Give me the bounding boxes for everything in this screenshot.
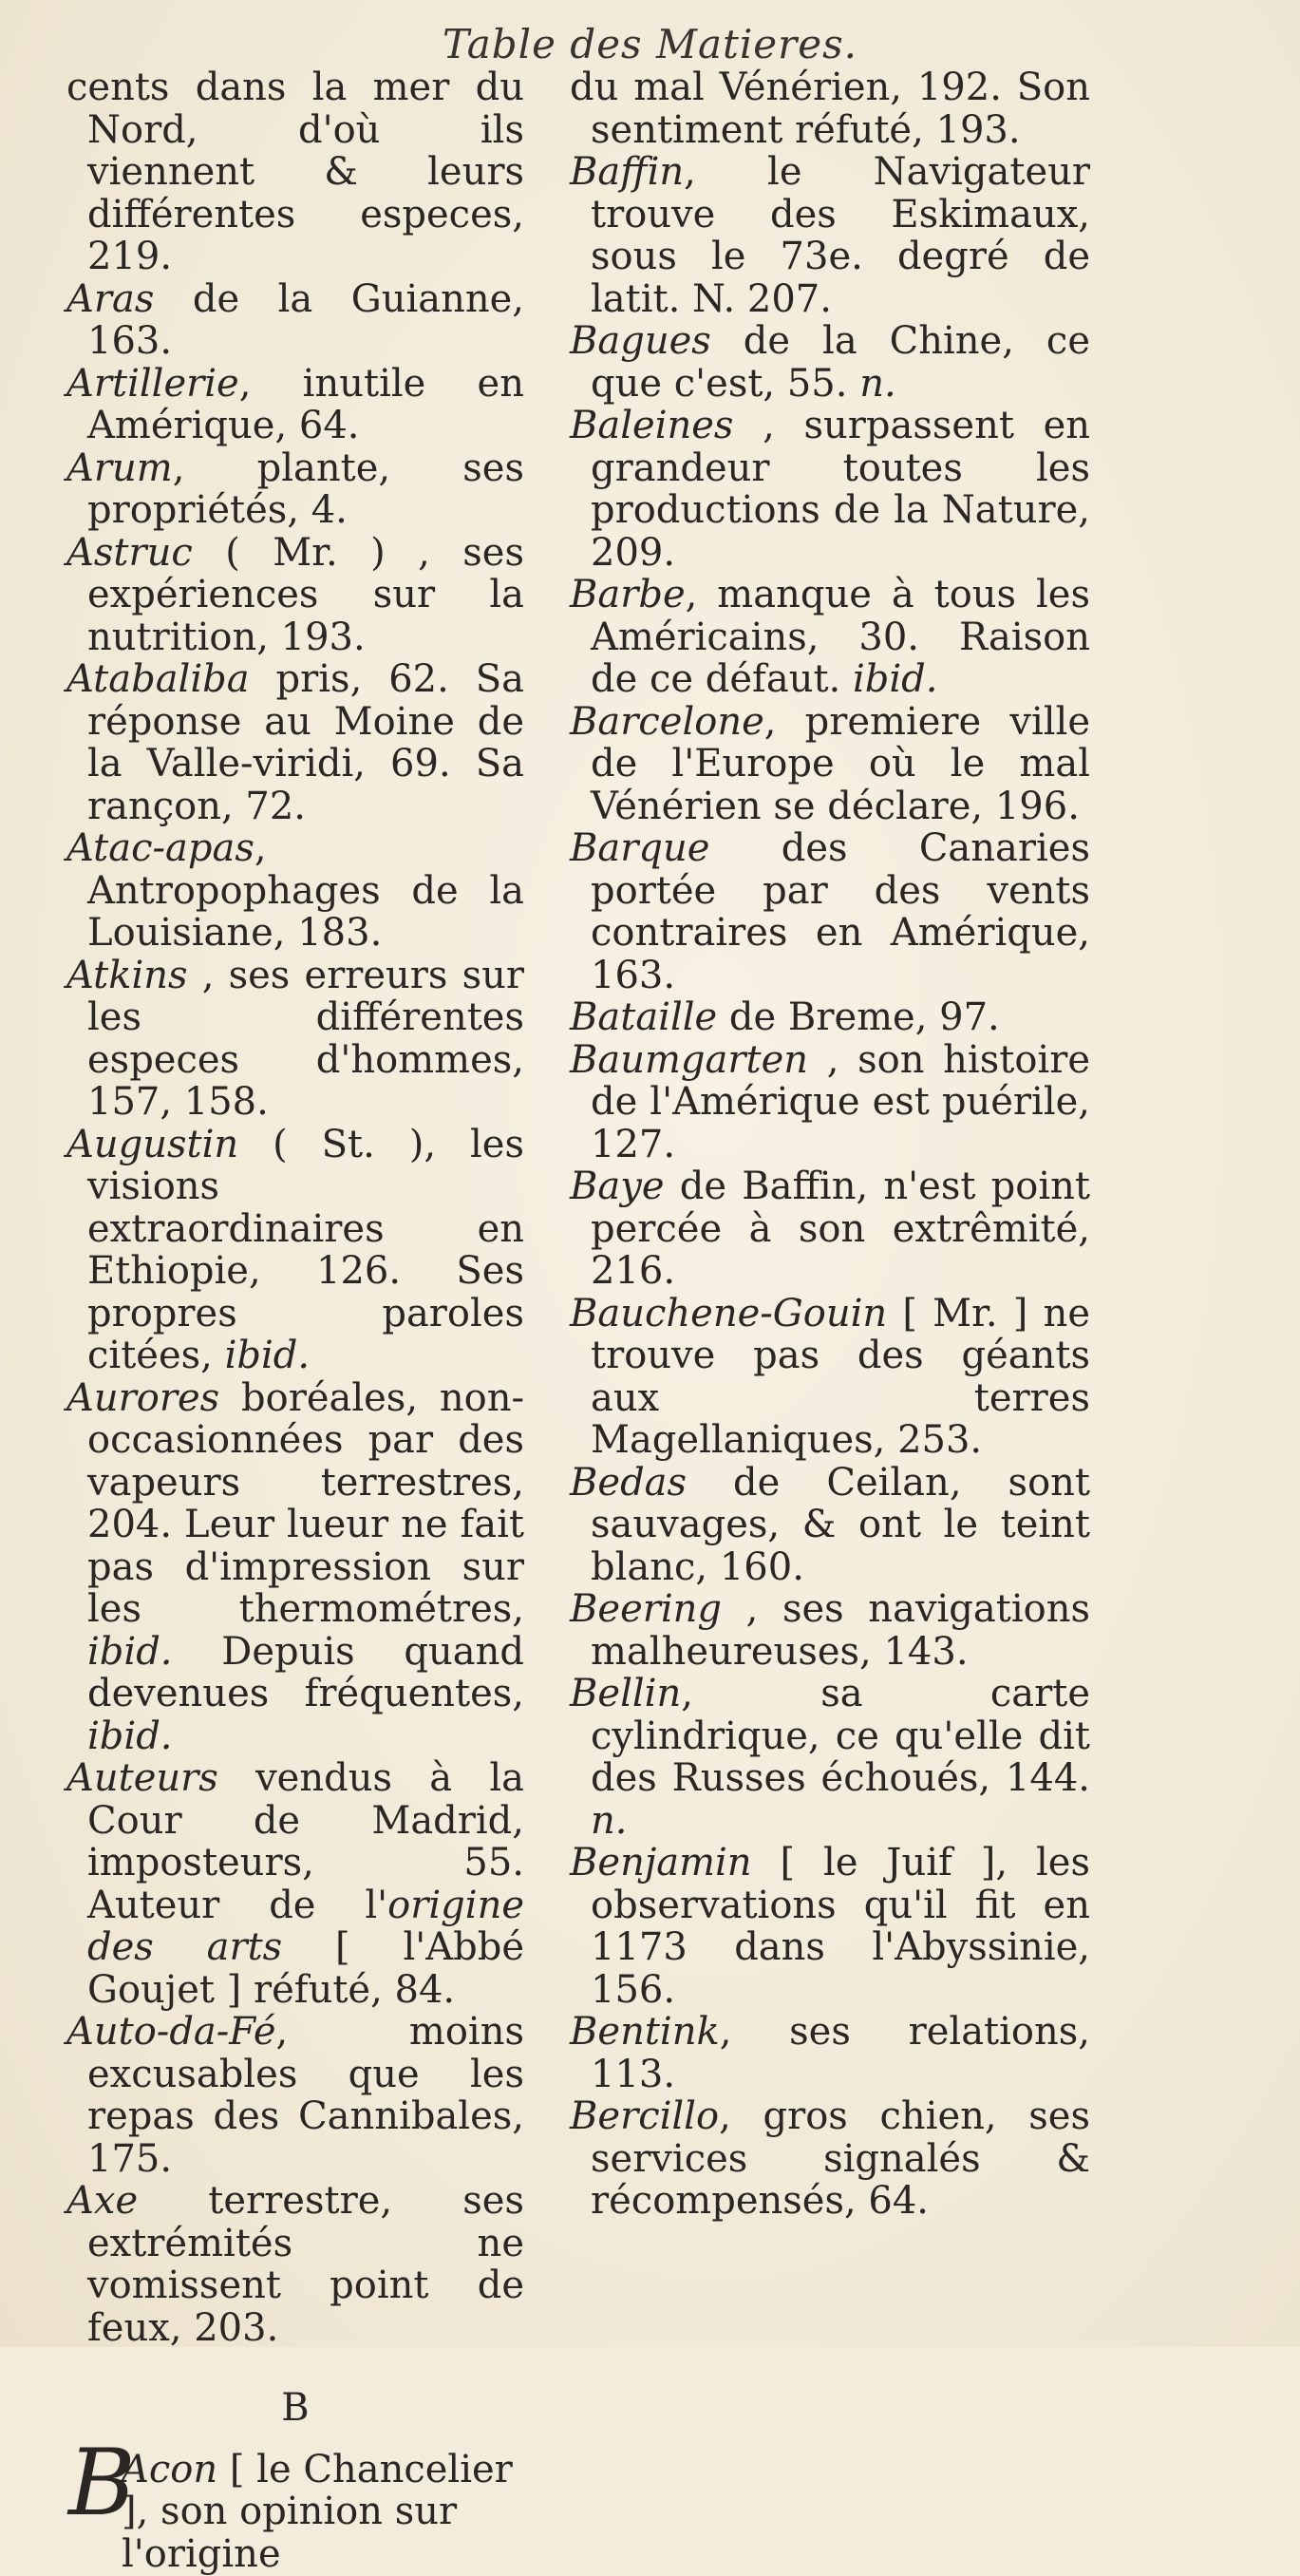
index-entry xyxy=(570,151,1090,320)
entry-headword: Aras xyxy=(66,276,155,321)
entry-headword: Barque xyxy=(570,826,710,870)
index-entry xyxy=(570,701,1090,828)
entry-text: , son histoire de l'Amérique est puérile, 127. xyxy=(591,1037,1090,1166)
entry-headword: Baye xyxy=(570,1165,665,1208)
entry-text: [ le Chancelier ], son opinion sur l'origine xyxy=(122,2447,513,2576)
entry-headword: Barbe xyxy=(570,573,686,616)
drop-cap: B xyxy=(68,2429,136,2536)
index-entry xyxy=(66,2180,524,2349)
entry-headword: Bauchene-Gouin xyxy=(570,1291,888,1335)
entry-headword: Baffin xyxy=(570,150,685,194)
entry-text: de Breme, 97. xyxy=(717,995,1000,1039)
index-entry xyxy=(570,66,1090,151)
entry-headword: Acon xyxy=(122,2447,218,2491)
entry-italic-title: origine des arts xyxy=(87,1883,524,1969)
entry-headword: Barcelone xyxy=(570,699,764,744)
index-entry xyxy=(66,827,524,955)
entry-text: ( St. ), les visions extraordinaires en Ethiopie, 126. Ses propres paroles citées, xyxy=(87,1122,524,1377)
left-column xyxy=(66,66,524,2575)
entry-headword: Arum xyxy=(66,445,173,490)
index-entry xyxy=(570,1842,1090,2011)
entry-headword: Benjamin xyxy=(570,1841,752,1885)
index-entry xyxy=(66,1377,524,1758)
entry-headword: Baleines xyxy=(570,404,734,447)
index-entry xyxy=(66,1757,524,2011)
entry-text-cont: Depuis quand devenues fréquentes, xyxy=(87,1629,524,1715)
index-entry xyxy=(570,1462,1090,1589)
entry-headword: Aurores xyxy=(66,1375,220,1420)
entry-text: [ le Juif ], les observations qu'il fit en 1173 dans l'Abyssinie, 156. xyxy=(591,1841,1090,2012)
entry-text: [ Mr. ] ne trouve pas des géants aux terres Magellaniques, 253. xyxy=(591,1291,1090,1462)
index-entry xyxy=(570,2011,1090,2095)
entry-text: vendus à la Cour de Madrid, imposteurs, 55. Auteur de l' xyxy=(87,1756,524,1927)
entry-text: , moins excusables que les repas des Cannibales, 175. xyxy=(87,2010,524,2181)
index-entry xyxy=(66,66,524,278)
entry-text-cont: [ l'Abbé Goujet ] réfuté, 84. xyxy=(87,1925,525,2012)
entry-text: de Baffin, n'est point percée à son extrêmité, 216. xyxy=(591,1165,1090,1293)
entry-headword: Atabaliba xyxy=(66,657,250,701)
entry-italic-ref: n. xyxy=(859,361,896,406)
index-entry xyxy=(570,574,1090,701)
index-entry xyxy=(570,996,1090,1039)
index-entry xyxy=(570,827,1090,996)
entry-text: du mal Vénérien, 192. Son sentiment réfuté, 193. xyxy=(570,66,1090,152)
entry-text: , Antropophages de la Louisiane, 183. xyxy=(87,826,524,955)
entry-headword: Auto-da-Fé xyxy=(66,2010,276,2054)
entry-headword: Beering xyxy=(570,1587,723,1631)
entry-text: , surpassent en grandeur toutes les productions de la Nature, 209. xyxy=(591,404,1090,575)
entry-text: , ses erreurs sur les différentes especes d'hommes, 157, 158. xyxy=(87,953,524,1124)
entry-italic-ref: ibid. xyxy=(87,1629,173,1674)
entry-headword: Bentink xyxy=(570,2010,720,2054)
entry-text: de la Guianne, 163. xyxy=(87,276,524,363)
entry-text: cents dans la mer du Nord, d'où ils viennent & leurs différentes especes, 219. xyxy=(66,66,524,278)
index-entry xyxy=(570,2095,1090,2223)
index-entry xyxy=(66,658,524,827)
index-entry xyxy=(570,1165,1090,1293)
index-entry xyxy=(570,1588,1090,1673)
section-letter: B xyxy=(281,2386,310,2430)
entry-text: , sa carte cylindrique, ce qu'elle dit des Russes échoués, 144. xyxy=(591,1672,1090,1800)
index-entry xyxy=(66,363,524,447)
entry-text: de Ceilan, sont sauvages, & ont le teint blanc, 160. xyxy=(591,1460,1090,1589)
entry-italic-ref: ibid. xyxy=(87,1714,173,1758)
entry-text: , gros chien, ses services signalés & récompensés, 64. xyxy=(591,2094,1090,2223)
running-header xyxy=(0,21,1300,67)
entry-italic-ref: n. xyxy=(591,1798,628,1843)
entry-headword: Bellin xyxy=(570,1672,682,1715)
entry-headword: Bataille xyxy=(570,995,718,1039)
index-entry xyxy=(66,532,524,659)
index-entry-dropcap xyxy=(66,2429,524,2576)
entry-text: , ses navigations malheureuses, 143. xyxy=(591,1587,1090,1674)
index-entry xyxy=(66,447,524,532)
entry-headword: Artillerie xyxy=(66,361,239,406)
entry-text: terrestre, ses extrémités ne vomissent point de feux, 203. xyxy=(87,2179,524,2350)
entry-headword: Auteurs xyxy=(66,1756,218,1800)
entry-text: des Canaries portée par des vents contraires en Amérique, 163. xyxy=(591,826,1090,997)
entry-text: , premiere ville de l'Europe où le mal Vénérien se déclare, 196. xyxy=(591,699,1090,828)
entry-headword: Bedas xyxy=(570,1460,688,1505)
entry-text: ( Mr. ) , ses expériences sur la nutrition, 193. xyxy=(87,530,524,659)
index-entry xyxy=(570,1039,1090,1166)
header-title: Table des Matieres. xyxy=(442,21,857,67)
index-entry xyxy=(570,405,1090,574)
entry-headword: Astruc xyxy=(66,530,193,575)
index-entry xyxy=(66,1124,524,1377)
entry-headword: Bercillo xyxy=(570,2094,720,2138)
entry-text: , inutile en Amérique, 64. xyxy=(87,361,524,447)
entry-italic-ref: ibid. xyxy=(852,657,938,701)
entry-text: , ses relations, 113. xyxy=(591,2010,1090,2096)
right-column xyxy=(570,66,1090,2223)
entry-text: de la Chine, ce que c'est, 55. xyxy=(591,319,1090,406)
index-entry xyxy=(66,2011,524,2180)
entry-headword: Bagues xyxy=(570,319,711,363)
entry-text: , plante, ses propriétés, 4. xyxy=(87,445,524,532)
entry-headword: Atkins xyxy=(66,953,188,997)
entry-text: , le Navigateur trouve des Eskimaux, sous le 73e. degré de latit. N. 207. xyxy=(591,150,1090,321)
entry-headword: Baumgarten xyxy=(570,1037,809,1082)
index-entry xyxy=(66,278,524,363)
entry-headword: Axe xyxy=(66,2179,139,2223)
entry-text: pris, 62. Sa réponse au Moine de la Valle-viridi, 69. Sa rançon, 72. xyxy=(87,657,524,828)
entry-headword: Atac-apas xyxy=(66,826,254,870)
index-entry xyxy=(66,955,524,1124)
entry-text: , manque à tous les Américains, 30. Raison de ce défaut. xyxy=(591,573,1090,701)
index-entry xyxy=(570,1673,1090,1842)
index-entry xyxy=(570,1293,1090,1462)
index-entry xyxy=(570,320,1090,405)
entry-italic-ref: ibid. xyxy=(224,1334,311,1377)
entry-text: boréales, non-occasionnées par des vapeurs terrestres, 204. Leur lueur ne fait pas d'impression sur les thermométres, xyxy=(87,1375,524,1631)
entry-headword: Augustin xyxy=(66,1122,239,1166)
